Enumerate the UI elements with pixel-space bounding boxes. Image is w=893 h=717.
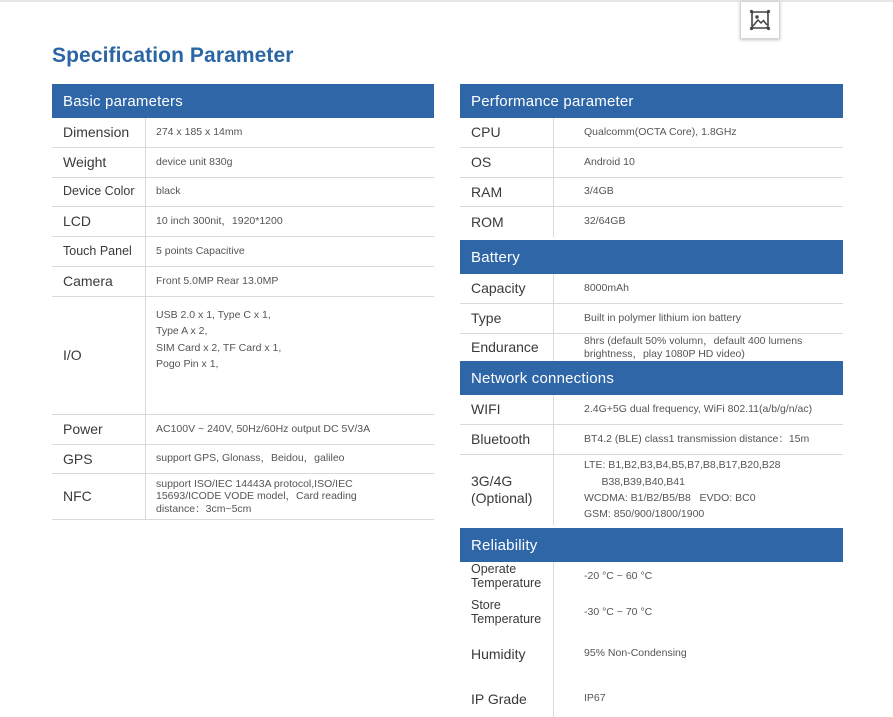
spec-label: 3G/4G (Optional) <box>460 455 554 525</box>
spec-label: RAM <box>460 178 554 206</box>
battery-heading: Battery <box>460 240 843 274</box>
spec-label: Dimension <box>52 118 146 147</box>
spec-value: Qualcomm(OCTA Core), 1.8GHz <box>584 125 737 138</box>
spec-value: 3/4GB <box>584 185 614 198</box>
spec-label: Touch Panel <box>52 237 146 266</box>
spec-row-touch-panel <box>52 237 434 267</box>
spec-row-store-temp <box>460 592 843 634</box>
spec-row-device-color <box>52 178 434 207</box>
spec-row-type <box>460 304 843 334</box>
spec-label: IP Grade <box>460 674 554 717</box>
spec-value: 2.4G+5G dual frequency, WiFi 802.11(a/b/g/n/ac) <box>584 402 813 415</box>
spec-row-ram <box>460 178 843 207</box>
spec-value: IP67 <box>584 692 606 705</box>
spec-value: USB 2.0 x 1, Type C x 1, Type A x 2, SIM Card x 2, TF Card x 1, Pogo Pin x 1, <box>156 309 282 370</box>
spec-row-camera <box>52 267 434 297</box>
spec-row-cpu <box>460 118 843 148</box>
spec-row-bluetooth <box>460 425 843 455</box>
spec-value: 5 points Capacitive <box>156 244 245 257</box>
spec-value: BT4.2 (BLE) class1 transmission distance：15m <box>584 432 810 445</box>
spec-value: LTE: B1,B2,B3,B4,B5,B7,B8,B17,B20,B28 B38,B39,B40,B41 WCDMA: B1/B2/B5/B8 EVDO: BC0 GSM: 850/900/1800/1900 <box>584 459 781 521</box>
spec-label: NFC <box>52 474 146 519</box>
image-icon[interactable] <box>740 1 780 39</box>
spec-row-nfc <box>52 474 434 520</box>
spec-value: Built in polymer lithium ion battery <box>584 311 741 324</box>
spec-value: 95% Non-Condensing <box>584 647 687 660</box>
spec-value: black <box>156 185 181 198</box>
spec-label: LCD <box>52 207 146 236</box>
spec-value: support GPS, Glonass，Beidou，galileo <box>156 452 345 465</box>
spec-row-gps <box>52 445 434 474</box>
spec-value: Front 5.0MP Rear 13.0MP <box>156 274 279 287</box>
spec-row-cellular <box>460 455 843 525</box>
spec-row-io <box>52 297 434 415</box>
spec-label: OS <box>460 148 554 177</box>
spec-row-humidity <box>460 634 843 674</box>
page-title: Specification Parameter <box>52 44 294 67</box>
spec-value: 32/64GB <box>584 215 626 228</box>
spec-label: I/O <box>52 297 146 414</box>
spec-label: GPS <box>52 445 146 473</box>
spec-label: Type <box>460 304 554 333</box>
spec-value: -20 °C ~ 60 °C <box>584 570 653 583</box>
spec-value: -30 °C ~ 70 °C <box>584 606 653 619</box>
spec-row-wifi <box>460 395 843 425</box>
spec-label: Store Temperature <box>460 592 554 634</box>
spec-label: Camera <box>52 267 146 296</box>
spec-label: Bluetooth <box>460 425 554 454</box>
spec-value: 10 inch 300nit，1920*1200 <box>156 214 283 227</box>
spec-value: Android 10 <box>584 155 635 168</box>
spec-label: WIFI <box>460 395 554 424</box>
spec-label: Endurance <box>460 334 554 361</box>
spec-label: Capacity <box>460 274 554 303</box>
basic-parameters-table <box>52 84 434 520</box>
spec-row-rom <box>460 207 843 237</box>
spec-row-power <box>52 415 434 445</box>
spec-row-capacity <box>460 274 843 304</box>
spec-row-operate-temp <box>460 562 843 592</box>
spec-label: Power <box>52 415 146 444</box>
spec-value: 274 x 185 x 14mm <box>156 125 243 138</box>
spec-label: Operate Temperature <box>460 562 554 592</box>
spec-label: Device Color <box>52 178 146 206</box>
spec-value: 8hrs (default 50% volumn，default 400 lumens brightness，play 1080P HD video) <box>584 335 803 360</box>
spec-value: device unit 830g <box>156 155 233 168</box>
basic-parameters-heading: Basic parameters <box>52 84 434 118</box>
spec-row-dimension <box>52 118 434 148</box>
spec-label: Weight <box>52 148 146 177</box>
reliability-heading: Reliability <box>460 528 843 562</box>
performance-table <box>460 84 843 717</box>
spec-row-weight <box>52 148 434 178</box>
spec-value: AC100V ~ 240V, 50Hz/60Hz output DC 5V/3A <box>156 422 371 435</box>
spec-row-lcd <box>52 207 434 237</box>
spec-row-ip-grade <box>460 674 843 717</box>
spec-label: ROM <box>460 207 554 237</box>
spec-value: 8000mAh <box>584 281 629 294</box>
network-heading: Network connections <box>460 361 843 395</box>
performance-heading: Performance parameter <box>460 84 843 118</box>
spec-row-endurance <box>460 334 843 361</box>
spec-label: Humidity <box>460 634 554 674</box>
spec-value: support ISO/IEC 14443A protocol,ISO/IEC 15693/ICODE VODE model，Card reading distance：3cm~5cm <box>156 478 357 515</box>
spec-row-os <box>460 148 843 178</box>
spec-label: CPU <box>460 118 554 147</box>
